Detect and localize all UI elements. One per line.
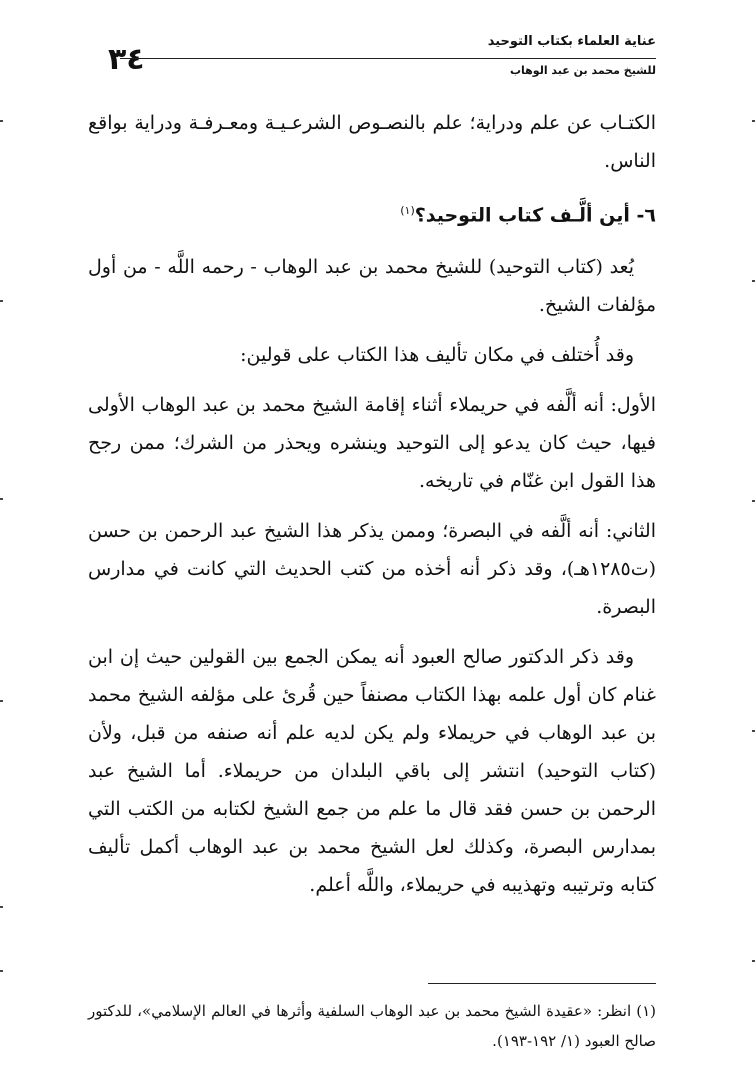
footnote-1: (١) انظر: «عقيدة الشيخ محمد بن عبد الوهاب السلفية وأثرها في العالم الإسلامي»، للدكتور صالح العبود (١/ ١٩٢-١٩٣). <box>88 1002 656 1050</box>
running-subtitle: للشيخ محمد بن عبد الوهاب <box>509 64 656 77</box>
margin-tick <box>0 120 3 122</box>
footnotes <box>88 996 656 1056</box>
paragraph-6: وقد ذكر الدكتور صالح العبود أنه يمكن الجمع بين القولين حيث إن ابن غنام كان أول علمه بهذا الكتاب مصنفاً حين قُرئ على مؤلفه الشيخ محمد بن عبد الوهاب في حريملاء ولم يكن لديه علم أنه صنفه من قبل، ولأن (كتاب التوحيد) انتشر إلى باقي البلدان من حريملاء. أما الشيخ عبد الرحمن بن حسن فقد قال ما علم من جمع الشيخ لكتابه من الكتب التي بمدارس البصرة، وكذلك لعل الشيخ محمد بن عبد الوهاب أكمل تأليف كتابه وترتيبه وتهذيبه في حريملاء، واللَّه أعلم. <box>88 646 656 897</box>
section-heading-text: ٦- أين ألَّـف كتاب التوحيد؟ <box>414 204 656 227</box>
header-rule <box>120 58 656 59</box>
margin-tick <box>0 970 3 972</box>
paragraph-1: الكتـاب عن علم ودراية؛ علم بالنصـوص الشرعـيـة ومعـرفـة ودراية بواقع الناس. <box>88 112 656 172</box>
margin-tick <box>0 498 3 500</box>
running-title: عناية العلماء بكتاب التوحيد <box>487 34 656 49</box>
paragraph-5: الثاني: أنه ألَّفه في البصرة؛ وممن يذكر هذا الشيخ عبد الرحمن بن حسن (ت١٢٨٥هـ)، وقد ذكر أنه أخذه من كتب الحديث التي كانت في مدارس البصرة. <box>88 520 656 619</box>
section-heading <box>88 192 656 234</box>
page-number: ٣٤ <box>108 42 145 77</box>
margin-tick <box>0 906 3 908</box>
margin-tick <box>0 700 3 702</box>
margin-tick <box>0 300 3 302</box>
page-header <box>88 28 656 88</box>
paragraph-4: الأول: أنه ألَّفه في حريملاء أثناء إقامة الشيخ محمد بن عبد الوهاب الأولى فيها، حيث كان يدعو إلى التوحيد وينشره ويحذر من الشرك؛ ممن رجح هذا القول ابن غنّام في تاريخه. <box>88 394 656 493</box>
footnote-marker: (١) <box>400 204 415 217</box>
footnote-separator <box>428 983 656 984</box>
paragraph-3: وقد أُختلف في مكان تأليف هذا الكتاب على قولين: <box>240 344 634 367</box>
paragraph-2: يُعد (كتاب التوحيد) للشيخ محمد بن عبد الوهاب - رحمه اللَّه - من أول مؤلفات الشيخ. <box>88 256 656 317</box>
main-text <box>88 104 656 916</box>
